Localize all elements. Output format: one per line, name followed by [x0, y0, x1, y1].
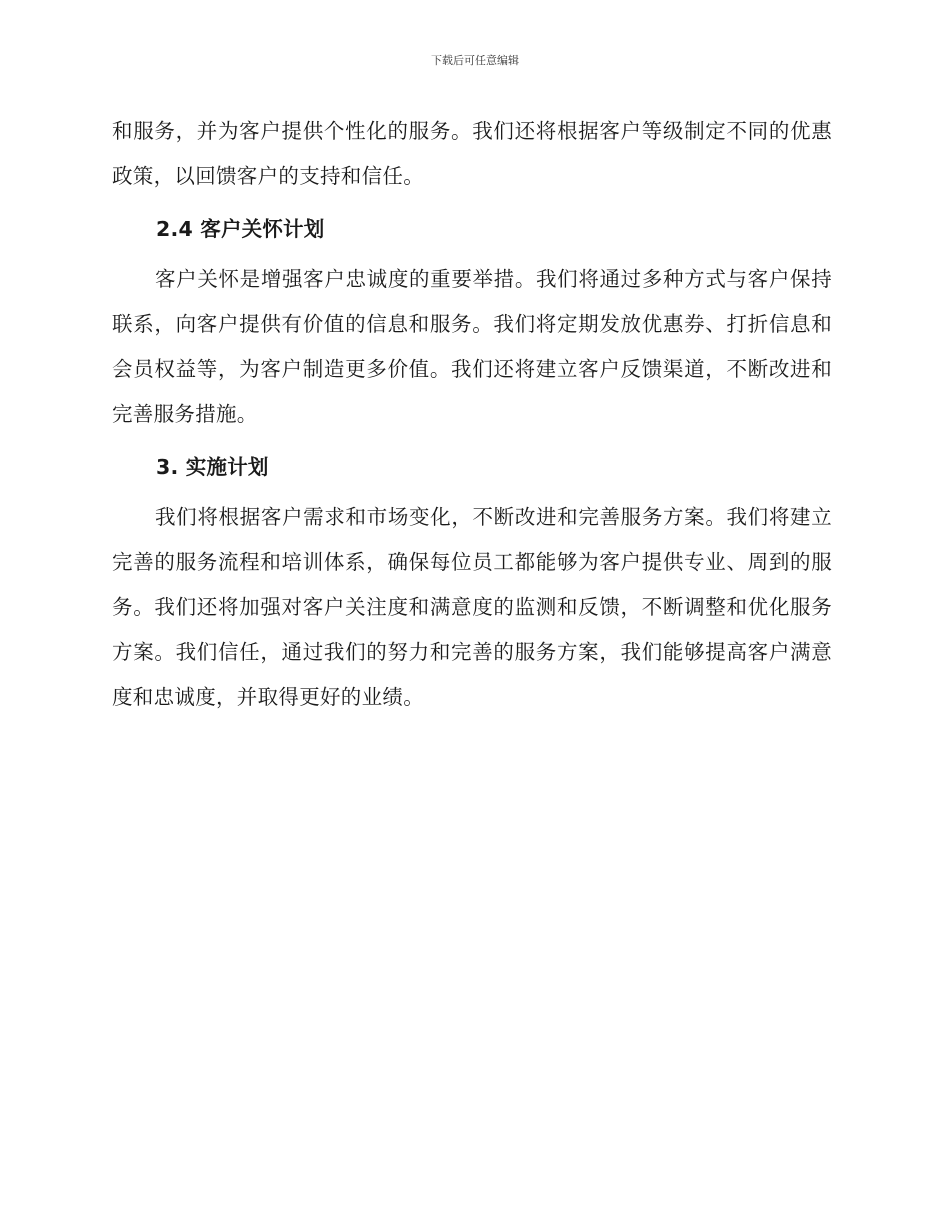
section-3-paragraph: 我们将根据客户需求和市场变化，不断改进和完善服务方案。我们将建立完善的服务流程和培训体系，确保每位员工都能够为客户提供专业、周到的服务。我们还将加强对客户关注度和满意度的监测和反馈，不断调整和优化服务方案。我们信任，通过我们的努力和完善的服务方案，我们能够提高客户满意度和忠诚度，并取得更好的业绩。	[112, 505, 832, 709]
section-2-4-paragraph: 客户关怀是增强客户忠诚度的重要举措。我们将通过多种方式与客户保持联系，向客户提供有价值的信息和服务。我们将定期发放优惠券、打折信息和会员权益等，为客户制造更多价值。我们还将建立客户反馈渠道，不断改进和完善服务措施。	[112, 267, 832, 426]
section-3-heading: 3. 实施计划	[156, 455, 269, 479]
document-body	[112, 109, 832, 720]
page-header: 下载后可任意编辑	[431, 54, 519, 67]
intro-paragraph: 和服务，并为客户提供个性化的服务。我们还将根据客户等级制定不同的优惠政策，以回馈客户的支持和信任。	[112, 119, 832, 188]
section-2-4-heading: 2.4 客户关怀计划	[156, 217, 325, 241]
